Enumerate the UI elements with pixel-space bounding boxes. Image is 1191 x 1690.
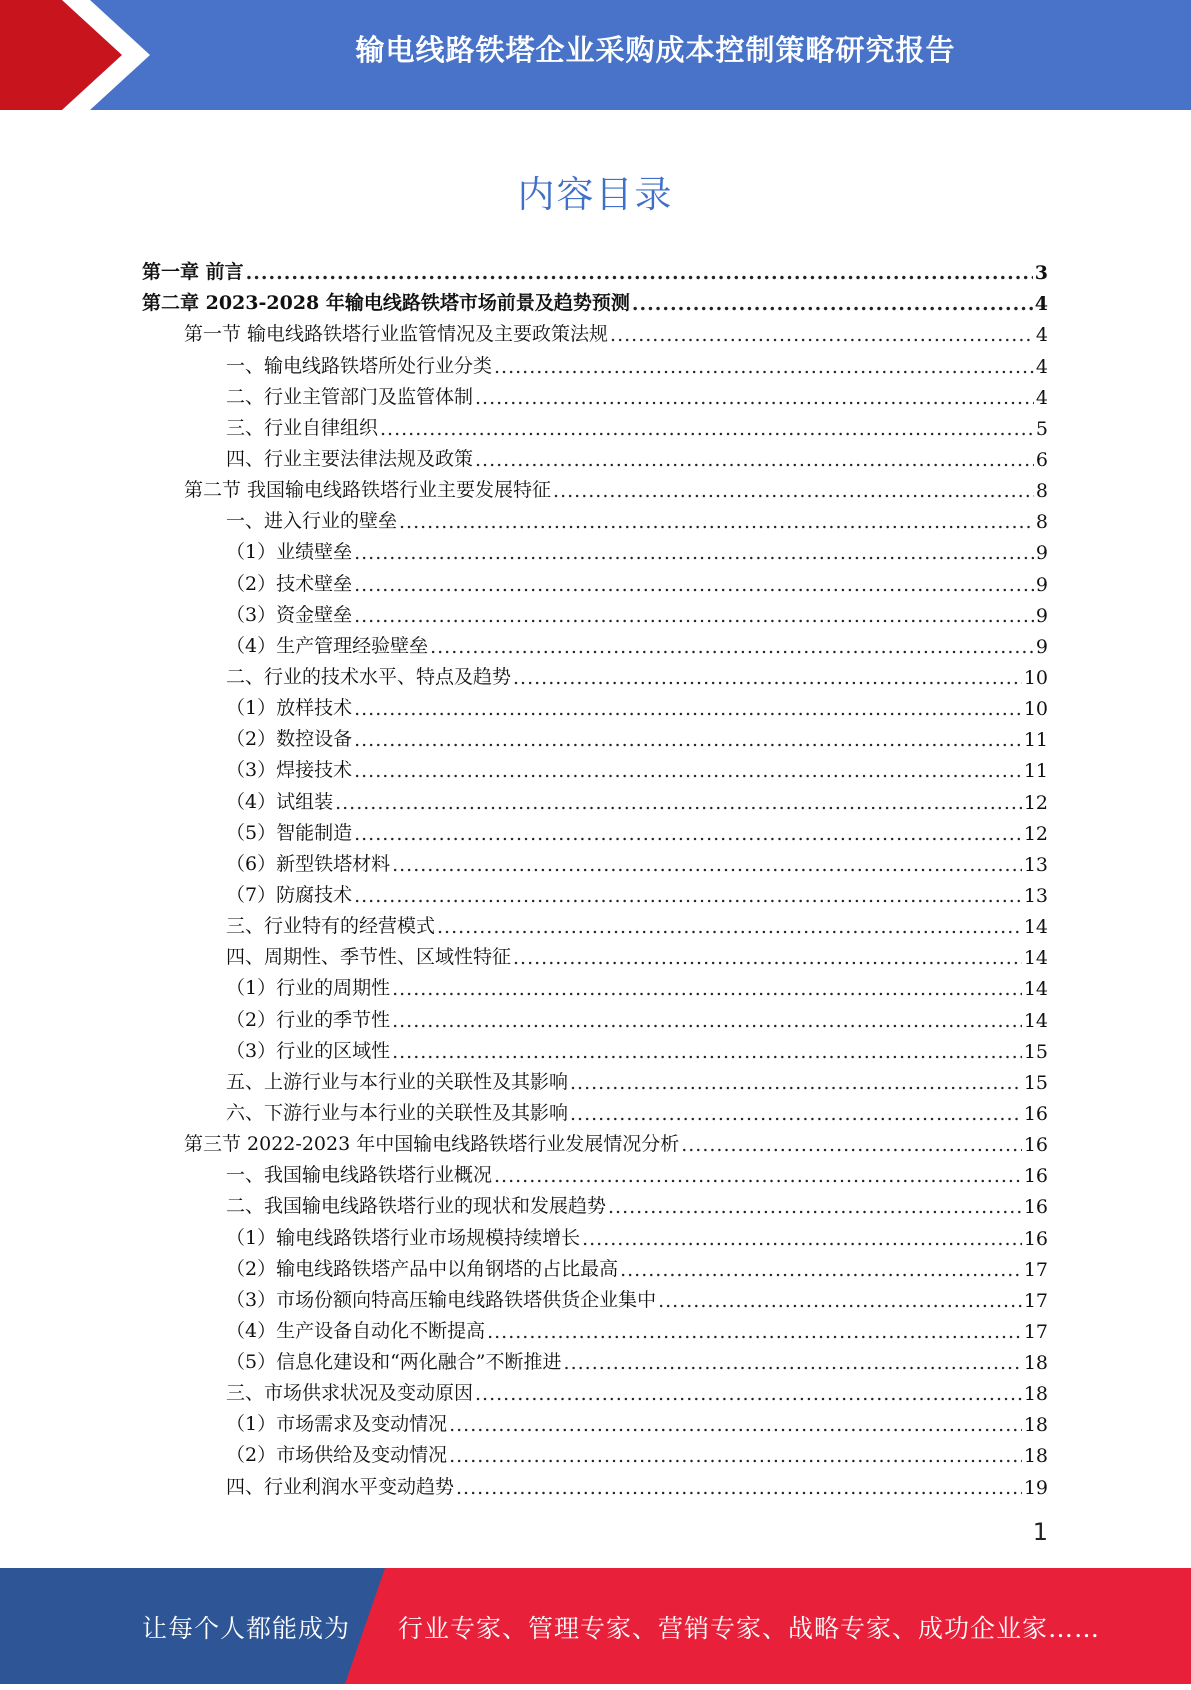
toc-dot-leader <box>494 1165 1022 1187</box>
toc-entry-page: 9 <box>1035 635 1048 658</box>
toc-entry[interactable] <box>142 969 1048 1000</box>
toc-entry-title: 二、行业主管部门及监管体制 <box>226 385 474 408</box>
toc-entry-page: 3 <box>1034 262 1048 285</box>
toc-dot-leader <box>449 1445 1022 1467</box>
toc-entry[interactable] <box>142 1156 1048 1187</box>
toc-entry-page: 10 <box>1023 666 1048 689</box>
toc-entry[interactable] <box>142 1094 1048 1125</box>
toc-entry-page: 13 <box>1023 853 1048 876</box>
toc-entry-page: 16 <box>1023 1227 1048 1250</box>
toc-dot-leader <box>564 1352 1022 1374</box>
table-of-contents <box>142 253 1048 1499</box>
toc-entry-title: 二、行业的技术水平、特点及趋势 <box>226 665 512 688</box>
toc-entry-title: （1）业绩壁垒 <box>226 541 353 564</box>
toc-entry-title: 五、上游行业与本行业的关联性及其影响 <box>226 1070 569 1093</box>
toc-entry-title: （6）新型铁塔材料 <box>226 852 391 875</box>
toc-entry[interactable] <box>142 907 1048 938</box>
toc-entry-page: 18 <box>1023 1445 1048 1468</box>
toc-entry[interactable] <box>142 1374 1048 1405</box>
toc-dot-leader <box>354 698 1022 720</box>
toc-entry-page: 15 <box>1023 1040 1048 1063</box>
toc-dot-leader <box>392 854 1022 876</box>
toc-entry-title: （4）生产设备自动化不断提高 <box>226 1319 486 1342</box>
toc-entry-title: （2）行业的季节性 <box>226 1008 391 1031</box>
toc-dot-leader <box>380 418 1034 440</box>
toc-entry-title: 第二节 我国输电线路铁塔行业主要发展特征 <box>184 479 552 502</box>
toc-entry[interactable] <box>142 1436 1048 1467</box>
header-chevron-decoration <box>0 0 160 110</box>
toc-entry-title: （2）输电线路铁塔产品中以角钢塔的占比最高 <box>226 1257 619 1280</box>
toc-dot-leader <box>392 1010 1022 1032</box>
toc-dot-leader <box>658 1290 1022 1312</box>
toc-dot-leader <box>494 356 1034 378</box>
toc-entry-title: （2）技术壁垒 <box>226 572 353 595</box>
toc-entry[interactable] <box>142 564 1048 595</box>
toc-dot-leader <box>392 978 1022 1000</box>
toc-dot-leader <box>513 947 1022 969</box>
toc-dot-leader <box>582 1228 1022 1250</box>
toc-entry-title: 四、周期性、季节性、区域性特征 <box>226 946 512 969</box>
toc-entry-title: 四、行业利润水平变动趋势 <box>226 1475 455 1498</box>
toc-entry-page: 13 <box>1023 884 1048 907</box>
toc-entry[interactable] <box>142 502 1048 533</box>
toc-entry[interactable] <box>142 751 1048 782</box>
toc-dot-leader <box>632 293 1033 315</box>
toc-entry-title: （3）焊接技术 <box>226 759 353 782</box>
toc-entry-title: （3）行业的区域性 <box>226 1039 391 1062</box>
toc-entry[interactable] <box>142 409 1048 440</box>
toc-entry-title: 第二章 2023-2028 年输电线路铁塔市场前景及趋势预测 <box>142 292 630 315</box>
toc-entry-page: 8 <box>1035 511 1048 534</box>
toc-entry-page: 4 <box>1035 355 1048 378</box>
toc-entry[interactable] <box>142 1250 1048 1281</box>
toc-entry[interactable] <box>142 471 1048 502</box>
toc-entry[interactable] <box>142 1405 1048 1436</box>
toc-dot-leader <box>437 916 1022 938</box>
footer-slogan-left: 让每个人都能成为 <box>142 1614 351 1643</box>
footer-band <box>0 1568 1191 1684</box>
toc-entry[interactable] <box>142 440 1048 471</box>
toc-entry-title: 一、进入行业的壁垒 <box>226 510 398 533</box>
toc-dot-leader <box>399 511 1034 533</box>
toc-entry-title: 六、下游行业与本行业的关联性及其影响 <box>226 1101 569 1124</box>
toc-dot-leader <box>354 823 1022 845</box>
toc-entry-page: 18 <box>1023 1352 1048 1375</box>
toc-entry-page: 4 <box>1035 324 1048 347</box>
toc-entry[interactable] <box>142 1187 1048 1218</box>
toc-entry-page: 6 <box>1035 448 1048 471</box>
toc-dot-leader <box>354 885 1022 907</box>
toc-entry[interactable] <box>142 1467 1048 1498</box>
toc-entry-title: 三、市场供求状况及变动原因 <box>226 1382 474 1405</box>
toc-entry[interactable] <box>142 1032 1048 1063</box>
toc-entry-title: 三、行业特有的经营模式 <box>226 915 436 938</box>
toc-entry[interactable] <box>142 1063 1048 1094</box>
toc-entry-page: 18 <box>1023 1383 1048 1406</box>
toc-entry[interactable] <box>142 1312 1048 1343</box>
toc-entry-title: （4）生产管理经验壁垒 <box>226 634 429 657</box>
toc-entry-title: 三、行业自律组织 <box>226 416 379 439</box>
toc-entry-title: （2）数控设备 <box>226 728 353 751</box>
toc-entry[interactable] <box>142 720 1048 751</box>
toc-entry-page: 9 <box>1035 604 1048 627</box>
toc-entry-title: 四、行业主要法律法规及政策 <box>226 447 474 470</box>
toc-entry-title: （1）输电线路铁塔行业市场规模持续增长 <box>226 1226 581 1249</box>
toc-entry[interactable] <box>142 658 1048 689</box>
toc-entry-title: （4）试组装 <box>226 790 334 813</box>
toc-entry-title: 一、输电线路铁塔所处行业分类 <box>226 354 493 377</box>
toc-entry-title: （1）市场需求及变动情况 <box>226 1413 448 1436</box>
toc-entry-page: 9 <box>1035 542 1048 565</box>
toc-entry[interactable] <box>142 315 1048 346</box>
toc-heading: 内容目录 <box>517 173 674 216</box>
page-number: 1 <box>1032 1518 1048 1546</box>
toc-entry-page: 4 <box>1035 386 1048 409</box>
toc-dot-leader <box>335 792 1022 814</box>
toc-entry-page: 4 <box>1034 293 1048 316</box>
toc-dot-leader <box>354 574 1034 596</box>
toc-entry-title: （3）市场份额向特高压输电线路铁塔供货企业集中 <box>226 1288 657 1311</box>
report-title: 输电线路铁塔企业采购成本控制策略研究报告 <box>355 33 956 67</box>
toc-entry[interactable] <box>142 1125 1048 1156</box>
toc-entry-title: （5）信息化建设和“两化融合”不断推进 <box>226 1351 562 1374</box>
toc-entry[interactable] <box>142 814 1048 845</box>
toc-entry[interactable] <box>142 253 1048 284</box>
toc-entry[interactable] <box>142 876 1048 907</box>
toc-dot-leader <box>456 1477 1022 1499</box>
toc-entry-page: 9 <box>1035 573 1048 596</box>
toc-entry[interactable] <box>142 346 1048 377</box>
toc-entry-title: （1）放样技术 <box>226 697 353 720</box>
toc-entry-title: 第一节 输电线路铁塔行业监管情况及主要政策法规 <box>184 323 609 346</box>
toc-entry-title: 一、我国输电线路铁塔行业概况 <box>226 1164 493 1187</box>
toc-entry-page: 14 <box>1023 947 1048 970</box>
toc-entry[interactable] <box>142 378 1048 409</box>
toc-dot-leader <box>681 1134 1022 1156</box>
toc-entry[interactable] <box>142 1000 1048 1031</box>
toc-dot-leader <box>449 1414 1022 1436</box>
toc-entry-page: 17 <box>1023 1258 1048 1281</box>
toc-entry-page: 11 <box>1023 729 1048 752</box>
toc-dot-leader <box>553 480 1034 502</box>
toc-entry[interactable] <box>142 938 1048 969</box>
toc-entry-page: 8 <box>1035 480 1048 503</box>
toc-entry-page: 17 <box>1023 1289 1048 1312</box>
toc-entry-page: 16 <box>1023 1134 1048 1157</box>
toc-entry[interactable] <box>142 1281 1048 1312</box>
toc-entry-page: 15 <box>1023 1071 1048 1094</box>
toc-entry-page: 12 <box>1023 822 1048 845</box>
toc-entry[interactable] <box>142 627 1048 658</box>
toc-entry-title: （7）防腐技术 <box>226 883 353 906</box>
toc-entry[interactable] <box>142 1343 1048 1374</box>
toc-dot-leader <box>430 636 1034 658</box>
toc-entry-page: 19 <box>1023 1476 1048 1499</box>
toc-dot-leader <box>570 1072 1022 1094</box>
toc-dot-leader <box>354 729 1022 751</box>
toc-entry-title: （5）智能制造 <box>226 821 353 844</box>
toc-entry-page: 16 <box>1023 1165 1048 1188</box>
toc-dot-leader <box>354 605 1034 627</box>
toc-entry[interactable] <box>142 1218 1048 1249</box>
toc-dot-leader <box>570 1103 1022 1125</box>
toc-entry-title: （3）资金壁垒 <box>226 603 353 626</box>
toc-dot-leader <box>246 262 1033 284</box>
toc-entry[interactable] <box>142 596 1048 627</box>
toc-dot-leader <box>475 387 1034 409</box>
toc-entry-page: 17 <box>1023 1320 1048 1343</box>
toc-dot-leader <box>487 1321 1022 1343</box>
toc-entry-page: 14 <box>1023 916 1048 939</box>
toc-dot-leader <box>475 1383 1022 1405</box>
toc-entry-title: 二、我国输电线路铁塔行业的现状和发展趋势 <box>226 1195 607 1218</box>
toc-entry[interactable] <box>142 533 1048 564</box>
toc-entry-title: （1）行业的周期性 <box>226 977 391 1000</box>
toc-entry-page: 11 <box>1023 760 1048 783</box>
toc-dot-leader <box>354 760 1022 782</box>
toc-entry-page: 16 <box>1023 1196 1048 1219</box>
toc-entry-page: 10 <box>1023 698 1048 721</box>
toc-dot-leader <box>513 667 1022 689</box>
toc-entry-title: 第三节 2022-2023 年中国输电线路铁塔行业发展情况分析 <box>184 1133 680 1156</box>
toc-dot-leader <box>354 542 1034 564</box>
toc-entry-title: （2）市场供给及变动情况 <box>226 1444 448 1467</box>
toc-entry[interactable] <box>142 689 1048 720</box>
toc-entry-page: 18 <box>1023 1414 1048 1437</box>
toc-dot-leader <box>610 324 1034 346</box>
toc-entry-page: 12 <box>1023 791 1048 814</box>
footer-slogan-right: 行业专家、管理专家、营销专家、战略专家、成功企业家…… <box>398 1614 1101 1643</box>
toc-entry[interactable] <box>142 284 1048 315</box>
toc-dot-leader <box>620 1259 1022 1281</box>
toc-entry-page: 14 <box>1023 978 1048 1001</box>
toc-entry[interactable] <box>142 845 1048 876</box>
toc-dot-leader <box>475 449 1034 471</box>
toc-entry-page: 16 <box>1023 1102 1048 1125</box>
toc-entry-page: 14 <box>1023 1009 1048 1032</box>
toc-dot-leader <box>392 1041 1022 1063</box>
toc-entry-title: 第一章 前言 <box>142 261 244 284</box>
toc-entry-page: 5 <box>1035 417 1048 440</box>
header-band <box>0 0 1191 110</box>
toc-entry[interactable] <box>142 782 1048 813</box>
toc-dot-leader <box>608 1196 1022 1218</box>
